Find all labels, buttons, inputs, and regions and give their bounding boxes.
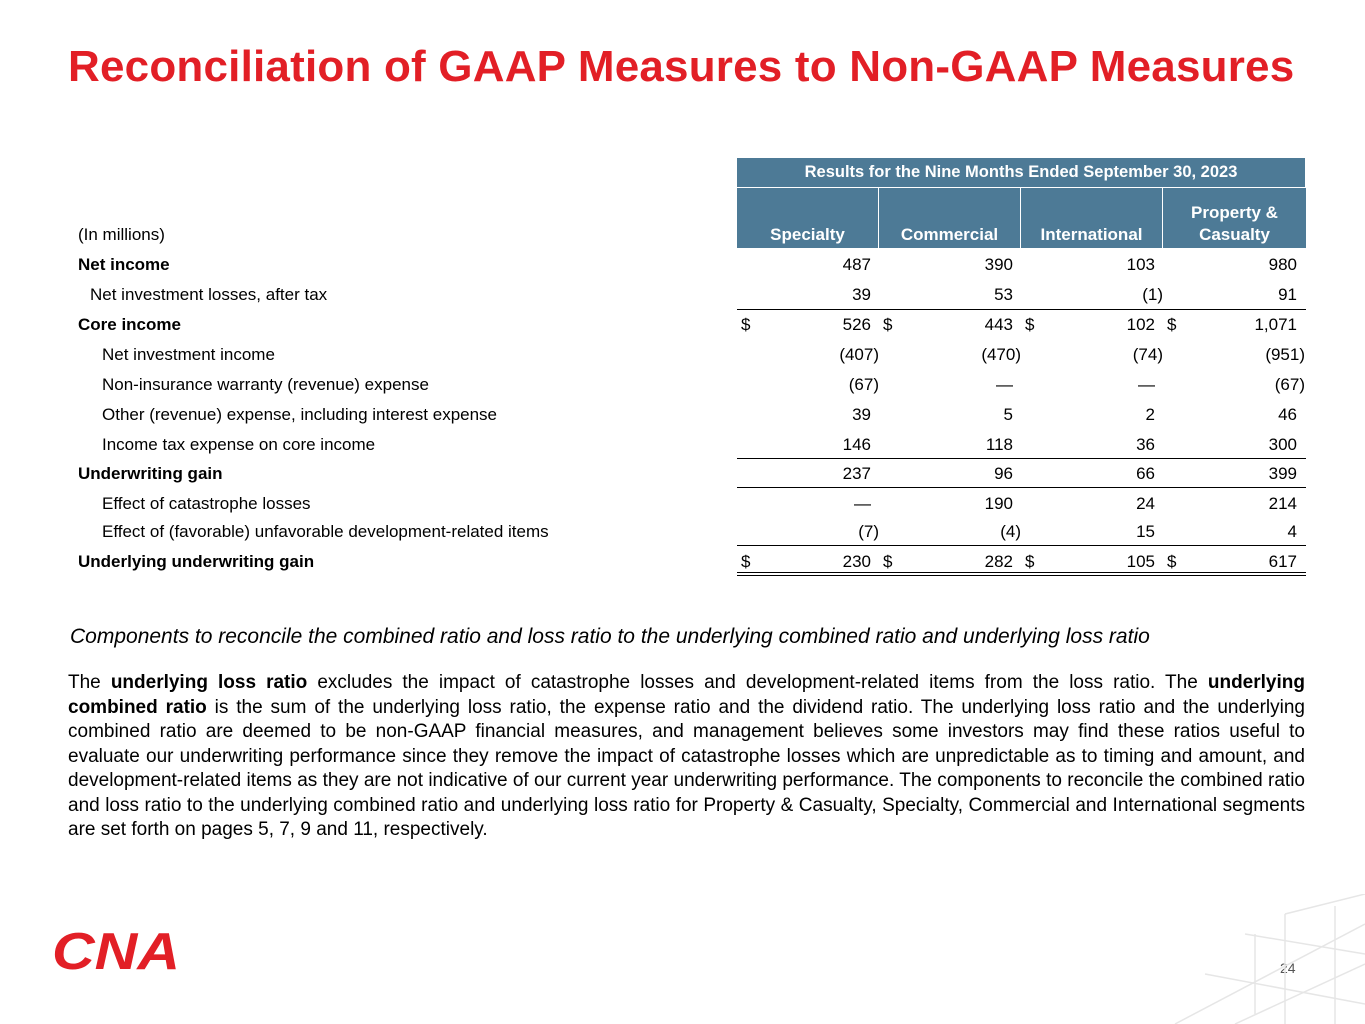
cell-value: (67) <box>848 375 879 394</box>
cell-value: (74) <box>1132 345 1163 364</box>
table-row <box>0 401 1365 431</box>
cell-value: 24 <box>1136 494 1155 513</box>
cell-value: 39 <box>852 285 871 304</box>
cell-value: 399 <box>1268 464 1297 483</box>
para-bold-term: underlying loss ratio <box>110 672 308 693</box>
cell-value: (951) <box>1265 345 1305 364</box>
row-label: Effect of (favorable) unfavorable development-related items <box>102 522 549 541</box>
row-label: Other (revenue) expense, including interest expense <box>102 405 498 424</box>
row-label: Core income <box>78 315 181 334</box>
table-group-header: Results for the Nine Months Ended September 30, 2023 <box>737 158 1305 187</box>
currency-symbol: $ <box>741 315 751 334</box>
table-row <box>0 431 1365 461</box>
logo-text: CNA <box>52 925 180 973</box>
cell-value: 105 <box>1126 552 1155 571</box>
para-text: excludes the impact of catastrophe losses and development-related items from the loss ratio. The <box>307 672 1208 693</box>
cell-value: 15 <box>1136 522 1155 541</box>
cell-value: 300 <box>1268 435 1297 454</box>
cna-logo <box>52 925 182 973</box>
cell-value: 36 <box>1136 435 1155 454</box>
cell-value: 230 <box>842 552 871 571</box>
rule <box>737 487 1306 488</box>
cell-value: 146 <box>842 435 871 454</box>
cell-value: 46 <box>1278 405 1297 424</box>
cell-value: — <box>854 494 871 513</box>
cell-value: 1,071 <box>1254 315 1297 334</box>
cell-value: 5 <box>1003 405 1013 424</box>
row-label: Non-insurance warranty (revenue) expense <box>102 375 429 394</box>
cell-value: (4) <box>1000 522 1021 541</box>
column-header-property-casualty: Property & Casualty <box>1163 188 1306 248</box>
cell-value: — <box>996 375 1013 394</box>
cell-value: (470) <box>981 345 1021 364</box>
cell-value: 39 <box>852 405 871 424</box>
currency-symbol: $ <box>883 315 893 334</box>
table-row <box>0 311 1365 341</box>
page-title: Reconciliation of GAAP Measures to Non-GAAP Measures <box>68 42 1295 91</box>
units-label: (In millions) <box>78 225 165 244</box>
page-number: 24 <box>1280 960 1296 976</box>
cell-value: (1) <box>1142 285 1163 304</box>
table-row <box>0 341 1365 371</box>
cell-value: 96 <box>994 464 1013 483</box>
row-label: Net income <box>78 255 170 274</box>
section-subtitle: Components to reconcile the combined ratio and loss ratio to the underlying combined ratio and underlying loss ratio <box>70 625 1150 648</box>
table-row <box>0 490 1365 520</box>
cell-value: 282 <box>984 552 1013 571</box>
cell-value: (7) <box>858 522 879 541</box>
table-row <box>0 371 1365 401</box>
cell-value: 617 <box>1268 552 1297 571</box>
para-text: The <box>68 672 111 693</box>
cell-value: 102 <box>1126 315 1155 334</box>
para-bold-term: underlying combined ratio <box>68 672 1305 718</box>
cell-value: 237 <box>842 464 871 483</box>
cell-value: (407) <box>839 345 879 364</box>
double-rule <box>737 572 1306 576</box>
currency-symbol: $ <box>883 552 893 571</box>
table-row <box>0 251 1365 281</box>
cell-value: 118 <box>985 435 1013 454</box>
rule <box>737 545 1306 546</box>
decorative-grid-lines <box>985 894 1365 1024</box>
column-header-international: International <box>1021 188 1162 248</box>
column-header-specialty: Specialty <box>737 188 878 248</box>
currency-symbol: $ <box>1167 552 1177 571</box>
cell-value: 487 <box>842 255 871 274</box>
cell-value: 53 <box>994 285 1013 304</box>
cell-value: 980 <box>1268 255 1297 274</box>
cell-value: 4 <box>1287 522 1297 541</box>
cell-value: 2 <box>1145 405 1155 424</box>
row-label: Net investment losses, after tax <box>90 285 328 304</box>
currency-symbol: $ <box>741 552 751 571</box>
currency-symbol: $ <box>1025 552 1035 571</box>
currency-symbol: $ <box>1167 315 1177 334</box>
cell-value: 526 <box>842 315 871 334</box>
cell-value: 214 <box>1268 494 1297 513</box>
rule <box>737 309 1306 310</box>
row-label: Underlying underwriting gain <box>78 552 315 571</box>
cell-value: 190 <box>984 494 1013 513</box>
row-label: Net investment income <box>102 345 275 364</box>
cell-value: (67) <box>1274 375 1305 394</box>
cell-value: 443 <box>984 315 1013 334</box>
row-label: Underwriting gain <box>78 464 223 483</box>
table-row <box>0 281 1365 311</box>
cell-value: 91 <box>1278 285 1297 304</box>
cell-value: — <box>1138 375 1155 394</box>
cell-value: 390 <box>984 255 1013 274</box>
currency-symbol: $ <box>1025 315 1035 334</box>
row-label: Income tax expense on core income <box>102 435 376 454</box>
cell-value: 66 <box>1136 464 1155 483</box>
rule <box>737 458 1306 459</box>
explanation-paragraph <box>68 671 1305 843</box>
column-header-commercial: Commercial <box>879 188 1020 248</box>
table-row <box>0 518 1365 548</box>
table-row <box>0 460 1365 490</box>
row-label: Effect of catastrophe losses <box>102 494 311 513</box>
para-text: is the sum of the underlying loss ratio, the expense ratio and the dividend ratio. The underlying loss ratio and the underlying combined ratio are deemed to be non-GAAP financial measures, and management believes some investors may find these ratios useful to evaluate our underwriting performance since they remove the impact of catastrophe losses which are unpredictable as to timing and amount, and development-related items as they are not indicative of our current year underwriting performance. The components to reconcile the combined ratio and loss ratio to the underlying combined ratio and underlying loss ratio for Property & Casualty, Specialty, Commercial and International segments are set forth on pages 5, 7, 9 and 11, respectively. <box>68 696 1305 840</box>
cell-value: 103 <box>1126 255 1155 274</box>
